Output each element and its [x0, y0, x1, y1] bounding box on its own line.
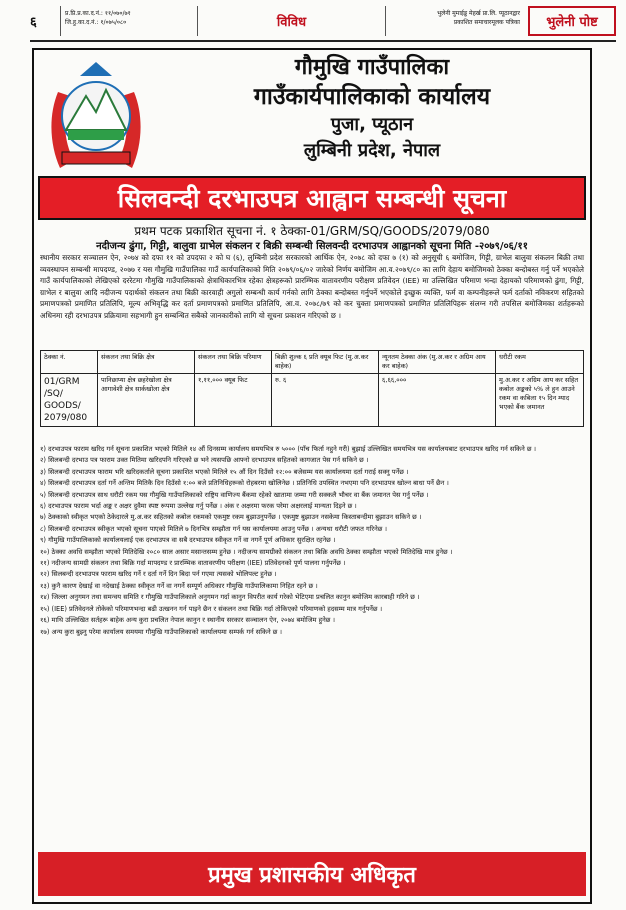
notice-number: प्रथम पटक प्रकाशित सूचना नं. १ ठेक्का-01/GRM/SQ/GOODS/2079/080	[134, 224, 490, 238]
page-number: ६	[30, 15, 37, 30]
table-header-row	[41, 351, 584, 374]
terms-list	[40, 444, 584, 638]
masthead	[30, 6, 616, 36]
registration-line-1: प्र.प्रि.प्र.का.द.नं.: ११/०७०/७१	[65, 10, 131, 17]
term-item: १४) जिल्ला अनुगमन तथा समन्वय समिति र गौमुखि गाउँपालिकाले अनुगमन गर्दा कानुन विपरीत कार्य गरेको भेटिएमा प्रचलित कानुन बमोजिम कारबाही गरिने छ ।	[40, 593, 420, 602]
publisher-line-1: भुलेनी मुमाईड्ड मेहर्ख प्रा.लि. प्यूठानद्वार	[437, 10, 520, 17]
term-item: १०) ठेक्का अवधि सम्झौता भएको मितिदेखि २०८० साल असार मसान्तसम्म हुनेछ । नदीजन्य सामग्रीको संकलन तथा बिक्रि अवधि ठेक्का सम्झौता भएको मितिदेखि मात्र हुनेछ ।	[40, 547, 453, 556]
contract-table	[40, 350, 584, 427]
publisher-info	[386, 6, 524, 36]
term-item: ११) नदीजन्य सामग्री संकलन तथा बिक्रि गर्दा मापदण्ड र प्रारम्भिक वातावरणीय परीक्षण (IEE) प्रतिवेदनको पूर्ण पालना गर्नुपर्नेछ ।	[40, 559, 346, 568]
minimum-amount: ६,६६,०००	[379, 374, 496, 427]
term-item: ५) सिलबन्दी दरभाउपत्र साथ धरौटी रकम यस गौमुखि गाउँपालिकाको राष्ट्रिय वाणिज्य बैंकमा रहेको खातामा जम्मा गरी सक्कलै भौचर वा बैंक जमानत पेस गर्नु पर्नेछ ।	[40, 490, 429, 499]
column-header: संकलन तथा बिक्रि परिमाण	[195, 351, 272, 374]
column-header: संकलन तथा बिक्रि क्षेत्र	[98, 351, 195, 374]
table-row	[41, 374, 584, 427]
term-item: ९) गौमुखि गाउँपालिकाको कार्यालयलाई एक दरभाउपत्र वा सबै दरभाउपत्र स्वीकृत गर्ने वा नगर्ने पूर्ण अधिकार सुरक्षित रहनेछ ।	[40, 536, 336, 545]
registration-line-2: जि.हु.का.द.नं.: १/०७५/०८०	[65, 19, 127, 26]
column-header: धरौटी रकम	[496, 351, 584, 374]
location: पुजा, प्यूठान	[330, 114, 414, 135]
term-item: १) दरभाउपत्र फाराम खरिद गर्न सूचना प्रकाशित भएको मितिले १४ औं दिनसम्म कार्यालय समयभित्र रु ५००० (पाँच फिर्ता नहुने गरी) बुझाई उल्लिखित समयभित्र यस कार्यालयबाट दरभाउपत्र खरिद गर्न सकिने छ ।	[40, 445, 537, 453]
notice-title-banner: सिलवन्दी दरभाउपत्र आह्वान सम्बन्धी सूचना	[38, 176, 586, 220]
contract-code: 01/GRM /SQ/ GOODS/ 2079/080	[41, 374, 98, 427]
term-item: १२) सिलबन्दी दरभाउपत्र फाराम खरिद गर्ने र दर्ता गर्ने दिन बिदा पर्न गएमा त्यसको भोलिपल्ट हुनेछ ।	[40, 570, 277, 579]
notice-subject: नदीजन्य ढुंगा, गिट्टी, बालुवा ग्राभेल संकलन र बिक्री सम्बन्धी सिलवन्दी दरभाउपत्र आह्वानको सूचना मिति -२०७९/०६/११	[96, 241, 528, 252]
collection-quantity: १,११,००० क्यूब फिट	[195, 374, 272, 427]
masthead-divider	[30, 40, 616, 42]
collection-area: पानिछाप्या क्षेत्र छहरेखोला क्षेत्र आगावेशी क्षेत्र सार्कखोला क्षेत्र	[98, 374, 195, 427]
deposit-amount: मु.अ.कर र अग्रिम आय कर सहित कबोल अङ्कको ५% ले हुन आउने रकम वा कबिला १५ दिन म्याद भएको बैंक जमानत	[496, 374, 584, 427]
term-item: १३) कुनै कारण देखाई वा नदेखाई ठेक्का स्वीकृत गर्ने वा नगर्ने सम्पूर्ण अधिकार गौमुखि गाउँपालिकामा निहित रहने छ ।	[40, 581, 318, 590]
term-item: १६) माथि उल्लिखित सर्तहरू बाहेक अन्य कुरा प्रचलित नेपाल कानुन र स्थानीय सरकार सञ्चालन ऐन, २०७४ बमोजिम हुनेछ ।	[40, 616, 335, 625]
signatory-banner: प्रमुख प्रशासकीय अधिकृत	[38, 852, 586, 896]
office-name: गाउँकार्यपालिकाको कार्यालय	[253, 84, 491, 110]
intro-paragraph: स्थानीय सरकार सञ्चालन ऐन, २०७४ को दफा ११ को उपदफा २ को घ (६), लुम्बिनी प्रदेश सरकारको आर्थिक ऐन, २०७८ को दफा ७ (१) को अनुसूची ६ बमोजिम, गिट्टी, ग्राभेल बालुवा संकलन बिक्री तथा व्यवस्थापन सम्बन्धी मापदण्ड, २०७७ र यस गौमुखि गाउँपालिका गाउँ कार्यपालिकाको मिति २०७९/०६/०२ जारेको निर्णय बमोजिम आ.व.२०७९/८० का लागि देहाय बमोजिमको ठेक्का बन्दोबस्त गर्नु पर्ने भएकोले गाउँ कार्यपालिकाको लेखिएको दररेटमा गौमुखि गाउँपालिकाको क्षेत्राधिकारभित्र रहेका क्षेत्रहरूको प्रारम्भिक वातावरणीय परीक्षण प्रतिवेदन (IEE) मा उल्लिखित परिमाण भन्दा देहायको परिमाणको ढुंगा, गिट्टी, ग्राभेल र बालुवा आदि नदीजन्य पदार्थको संकलन तथा बिक्री कारवाही अगुलो सम्बन्धी कार्य गर्नको लागि ठेक्का बन्दोबस्त गर्नुपर्ने भएकोले इच्छुक व्यक्ति, फर्म वा कम्पनीहरूले फर्म दर्ताको नविकरण सहितको प्रमाणपत्रको प्रमाणित प्रतिलिपि, मूल्य अभिवृद्धि कर दर्ता प्रमाणपत्रको प्रमाणित प्रतिलिपि, आ.व. २०७८/७९ को कर चुक्ता प्रमाणपत्रको प्रमाणित प्रतिलिपिहरू संलग्न गरी तपसिल बमोजिमका शर्तहरूको अधिनमा रही दरभाउपत्र प्रक्रियामा सहभागी हुन सम्बन्धित सबैको जानकारीको लागि यो सूचना प्रकाशन गरिएको छ ।	[40, 253, 584, 320]
office-header	[156, 54, 588, 164]
column-header: न्यूनतम ठेक्का अंक (मु.अ.कर र अग्रिम आय कर बाहेक)	[379, 351, 496, 374]
term-item: ३) सिलबन्दी दरभाउपत्र फाराम भरि खरिदकर्ताले सूचना प्रकाशित भएको मितिले १५ औं दिन दिउँसो १२:०० बजेसम्म यस कार्यालयमा दर्ता गराई सक्नु पर्नेछ ।	[40, 467, 409, 476]
term-item: ४) सिलबन्दी दरभाउपत्र दर्ता गर्ने अन्तिम मितिकै दिन दिउँसो १:०० बजे प्रतिनिधिहरूको रोहबरमा खोलिनेछ । प्रतिनिधि उपस्थित नभएमा पनि दरभाउपत्र खोल्न बाधा पर्ने छैन ।	[40, 479, 449, 488]
province: लुम्बिनी प्रदेश, नेपाल	[303, 140, 441, 161]
term-item: २) सिलबन्दी दरभाउ पत्र फाराम उक्त मितिमा खरिदपनि गरिएको छ भने त्यसपछि आफ्नो दरभाउपत्र सहितको कागजात पेस गर्न सकिने छ ।	[40, 456, 369, 465]
registration-info	[60, 6, 197, 36]
nepal-emblem-icon	[40, 56, 152, 172]
term-item: ६) दरभाउपत्र फाराम भर्दा अङ्क र अक्षर दुवैमा स्पष्ट रूपमा उल्लेख गर्नु पर्नेछ । अंक र अक्षरमा फरक परेमा अक्षरलाई मान्यता दिइने छ ।	[40, 502, 357, 511]
column-header: ठेक्का नं.	[41, 351, 98, 374]
column-header: बिक्री शुल्क ६ प्रति क्यूब फिट (मु.अ.कर बाहेक)	[272, 351, 379, 374]
municipality-name: गौमुखि गाउँपालिका	[294, 55, 450, 80]
term-item: १७) अन्य कुरा बुझ्नु परेमा कार्यालय समयमा गौमुखि गाउँपालिकाको कार्यालयमा सम्पर्क गर्न सकिने छ ।	[40, 627, 282, 636]
term-item: १५) (IEE) प्रतिवेदनले तोकेको परिमाणभन्दा बढी उत्खनन गर्न पाइने छैन र संकलन तथा बिक्रि गर्दा तोकिएको परिमाणको हदसम्म मात्र गर्नुपर्नेछ ।	[40, 604, 383, 613]
term-item: ८) सिलबन्दी दरभाउपत्र स्वीकृत भएको सूचना पाएको मितिले ७ दिनभित्र सम्झौता गर्न यस कार्यालयमा आउनु पर्नेछ । अन्यथा धरौटी जफत गरिनेछ ।	[40, 524, 387, 533]
term-item: ७) ठेक्काको स्वीकृत भएको ठेकेदारले मु.अ.कर सहितको कबोल रकमको एकमुष्ट रकम बुझाउनुपर्नेछ । एकमुष्ट बुझाउन नसकेमा किस्ताबन्दीमा बुझाउन सकिने छ ।	[40, 513, 422, 522]
newspaper-logo: भुलेनी पोष्ट	[528, 6, 616, 36]
section-label: विविध	[197, 6, 386, 36]
publisher-line-2: प्रकाशित समाचारमूलक पत्रिका	[453, 19, 520, 26]
sale-fee: रु. ६	[272, 374, 379, 427]
